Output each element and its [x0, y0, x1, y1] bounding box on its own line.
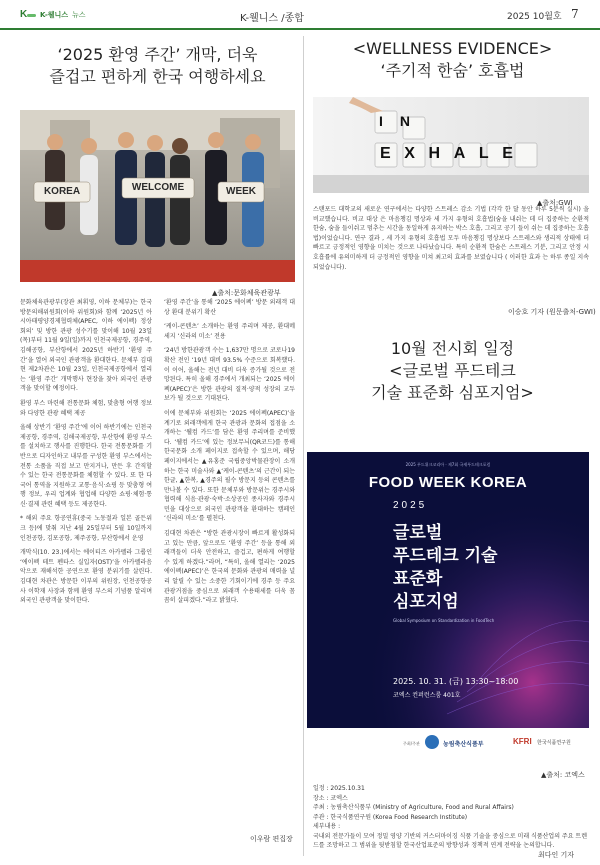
poster-headline2: 푸드테크 기술 — [393, 546, 498, 566]
poster-subtitle: Global Symposium on Standardization in FoodTech — [393, 618, 495, 623]
info-host: 주최 : 농림축산식품부 (Ministry of Agriculture, Food and Rural Affairs) — [313, 804, 514, 811]
poster-headline1: 글로벌 — [393, 523, 443, 543]
info-place: 장소 : 코엑스 — [313, 794, 348, 802]
issue-label: 2025 10월호 — [507, 12, 562, 22]
article1-para: 이에 문체부와 위원회는 ‘2025 에이펙(APEC)’을 계기로 외래객에게 한국 관광과 문화의 접점을 소개하는 ‘웰컴 카드’를 담은 환영 주리며를 준비했다. ‘웰컴 카드’에 있는 정보무늬(QR코드)를 통해 한국문화 소개 페이지로 접속할 수 있으며, 해당 페이지에서는 ▲유홍준 국립중앙박물관장이 소개하는 한국 미술사와 ▲‘케이-콘텐츠’의 근간이 되는 한글, ▲한복, ▲경주의 필수 방문지 등의 콘텐츠를 만나볼 수 있다. 또한 문체부와 방문위는 경주시와 협력해 식음·관광·숙박·소상공인 종사자와 경주시민을 대상으로 외국인 관광객을 환대하는 캠페인 ‘신라의 미소’를 펼친다. — [164, 409, 295, 523]
page-header — [0, 0, 600, 30]
info-date: 일정 : 2025.10.31 — [313, 785, 365, 792]
info-detail-label: 세부내용 : — [313, 823, 341, 830]
poster-date: 2025. 10. 31. (금) 13:30~18:00 — [393, 677, 519, 686]
poster-headline4: 심포지엄 — [393, 592, 459, 612]
article2-title-line2: ‘주기적 한숨’ 호흡법 — [380, 61, 525, 80]
article1-note: * 해외 주요 항공연휴(중국 노동절과 일본 골든위크 등)에 맞춰 지난 4월 25일부터 5월 10일까지 인천공항, 김포공항, 제주공항, 부산항에서 운영 — [20, 515, 152, 542]
article3-title-line1: 10월 전시회 일정 — [390, 339, 515, 358]
info-organizer: 주관 : 한국식품연구원 (Korea Food Research Institute) — [313, 813, 468, 821]
photo-sign-welcome: WELCOME — [131, 182, 185, 193]
poster-top-small: 2025 푸드위크코리아 · 제7회 국제푸드테크포럼 — [405, 462, 491, 467]
article1-para: ‘24년 방한관광객 수는 1,637만 명으로 코로나19 확산 전인 ‘19년 대비 93.5% 수준으로 회복했다. 이 이어, 올해는 전년 대비 더욱 증가될 것으로 전망된다. 특히 올해 경주에서 개최되는 ‘2025 에이펙(APEC)’은 방한 관광의 질적·양적 성장의 교두보가 될 것으로 기대된다. — [164, 347, 295, 403]
brand-name: K-웰니스 — [40, 11, 69, 19]
article3-byline: 최다인 기자 — [538, 851, 575, 859]
article3-title — [310, 338, 595, 404]
exhale-blocks-photo — [313, 97, 589, 193]
kfri-logo: KFRI — [513, 737, 532, 746]
article1-title-line1: ‘2025 환영 주간’ 개막, 더욱 — [57, 45, 258, 64]
article2-body: 스탠포드 대학교의 새로운 연구에서는 다양한 스트레스 감소 기법 (각각 한 달 동안 하루 5분씩 실시) 을 비교했습니다. 비교 대상 은 마음챙김 명상과 세 가지 유형의 호흡법(숨을 내쉬는 데 더 집중하는 순환적 한숨, 숨을 들이쉬고 멈추는 시간을 동일하게 유지하는 박스 호흡, 그리고 공기 들이 쉬는 데 집중하는 호흡법)이었습니다. 연구 결과 , 세 가지 유형의 호흡법 모두 마음챙김 명상보다 스트레스와 생리적 상태에 더 빠르고 긍정적인 영향을 미치는 것으로 나타났습니다. 특히 순환적 한숨은 스트레스 기분, 그리고 안정 시 호흡률에 유의미하게 더 긍정적인 영향을 미쳐 최고의 효과를 보였습니다 ( 이러한 효과 는 하루 종일 지속되었습니다). — [313, 206, 589, 271]
article2-byline: 이승호 기자 (원문출처-GWI) — [508, 308, 596, 316]
poster-org-label: 주최/주관 — [403, 741, 420, 746]
welcome-week-photo — [20, 110, 295, 282]
brand-logo-icon: K — [20, 10, 36, 20]
brand-sub: 뉴스 — [72, 11, 86, 19]
article1-para: 김대현 차관은 “방한 관광시장이 빠르게 활성화되고 있는 만큼, 앞으로도 ‘환영 주간’ 등을 통해 외래객들이 더욱 안전하고, 즐겁고, 편하게 여행할 수 있게 하겠다.”라며, “특히, 올해 열리는 ‘2025 에이펙(APEC)’은 한국의 문화와 관광의 매력을 널리 알릴 수 있는 소중한 기회이기에 경주 등 주요 관광거점을 중심으로 외래객 수용태세를 더욱 꼼꼼히 살피겠다.”라고 밝혔다. — [164, 530, 295, 605]
photo-sign-korea: KOREA — [43, 186, 81, 197]
article3-title-line2: <글로벌 푸드테크 — [389, 361, 516, 380]
article1-para: 올해 상반기 ‘환영 주간’에 이어 하반기에는 인천국제공항, 경주역, 김해국제공항, 부산항에 환영 부스를 설치하고 행사를 진행한다. 한국 전통문화를 기반으로 디자인하고 내부를 구성한 환영 부스에서는 전통 소품을 직접 보고 만지거나, 만든 후 간직할 수 있는 한국 전통문화를 체험할 수 있다. 또 한 다국어 통역을 지원하고 교통·음식·쇼핑 등 맞춤형 여행 정보, 우리 업계와 협업해 다양한 쇼핑·체험·통신·결제 관련 혜택 등도 제공한다. — [20, 424, 152, 508]
exhale-top-word: IN — [379, 113, 427, 129]
exhale-bottom-word: EXHALE — [380, 145, 527, 162]
article2-title — [310, 38, 595, 82]
page-number: 7 — [571, 7, 579, 21]
article2-photo-credit: ▲출처:GWI — [537, 199, 573, 207]
poster-year: 2025 — [393, 500, 428, 511]
ministry-emblem-icon — [425, 735, 439, 749]
column-divider — [303, 36, 304, 856]
article1-title-line2: 즐겁고 편하게 한국 여행하세요 — [49, 67, 266, 86]
poster-banner: FOOD WEEK KOREA — [368, 474, 528, 491]
article1-para: 문화체육관광부(장관 최휘영, 이하 문체부)는 한국방문의해위원회(이하 위원회)와 함께 ‘2025년 아시아태평양경제협력체(APEC, 이하 에이펙) 정상회의’ 및 방한 관광 성수기를 맞이해 10월 23일(목)부터 11월 9일(일)까지 인천국제공항, 경주역, 김해공항, 부산항에서 2025년 하반기 ‘환영 주간’을 열어 외국인 관광객을 환대한다. 문체부 김대현 제2차관은 10월 23일, 인천국제공항에서 열리는 ‘환영 주간’ 개막행사 현장을 찾아 외국인 관광객을 맞이할 예정이다. — [20, 299, 152, 393]
photo-sign-week: WEEK — [226, 186, 256, 197]
article1-subhead: ‘환영 주간’을 통해 ‘2025 에이펙’ 방문 외래객 대상 환대 분위기 확산 — [164, 299, 295, 316]
article1-para: 개막식(10. 23.)에서는 에이티즈 아카펠라 그룹인 ‘에이펙 테트 펜타스 실입자(OST)’을 아카펠라음악으로 재해석한 공연으로 환영 분위기를 살린다. 김대현 차관은 방문한 이부의 위원장, 인천공항공사 이학재 사장과 함께 환영 부스의 기념품 알리며 외국인 관광객을 맞이한다. — [20, 549, 152, 605]
article1-subhead: 환영 부스 마련해 전통문화 체험, 맞춤형 여행 정보와 다양한 관광 혜택 제공 — [20, 399, 152, 417]
article1-subhead: ‘케이-콘텐츠’ 소개하는 환영 주리며 제공, 환대메세지 ‘신라의 미소’ 전용 — [164, 323, 295, 340]
exhibit-info — [313, 784, 589, 851]
article1-byline: 이우람 편집장 — [250, 835, 293, 843]
article1-column1 — [20, 298, 152, 611]
info-detail: 국내외 전문가들이 모여 정밀 영양 기반의 커스터마이징 식품 기술을 중심으로 미래 식품산업의 주요 트렌드를 조망하고 그 범위을 뒷받침할 한국산업표준의 방향성과 정책적 연계 전략을 논의합니다. — [313, 832, 588, 849]
article2-title-line1: <WELLNESS EVIDENCE> — [352, 39, 553, 58]
brand — [20, 10, 86, 20]
poster-headline3: 표준화 — [393, 569, 443, 589]
article3-title-line3: 기술 표준화 심포지엄> — [371, 383, 534, 402]
article1-column2 — [164, 298, 295, 611]
poster-org2: 농림축산식품부 — [443, 741, 484, 748]
foodtech-symposium-poster — [307, 452, 589, 760]
poster-venue: 코엑스 컨퍼런스룸 401호 — [393, 692, 461, 699]
poster-org3: 한국식품연구원 — [537, 740, 571, 746]
article3-photo-credit: ▲출처: 코엑스 — [541, 771, 585, 779]
article1-photo-credit: ▲출처:문화체육관광부 — [212, 289, 281, 297]
article1-title — [20, 44, 295, 88]
section-label: K-웰니스 /종합 — [240, 13, 304, 24]
